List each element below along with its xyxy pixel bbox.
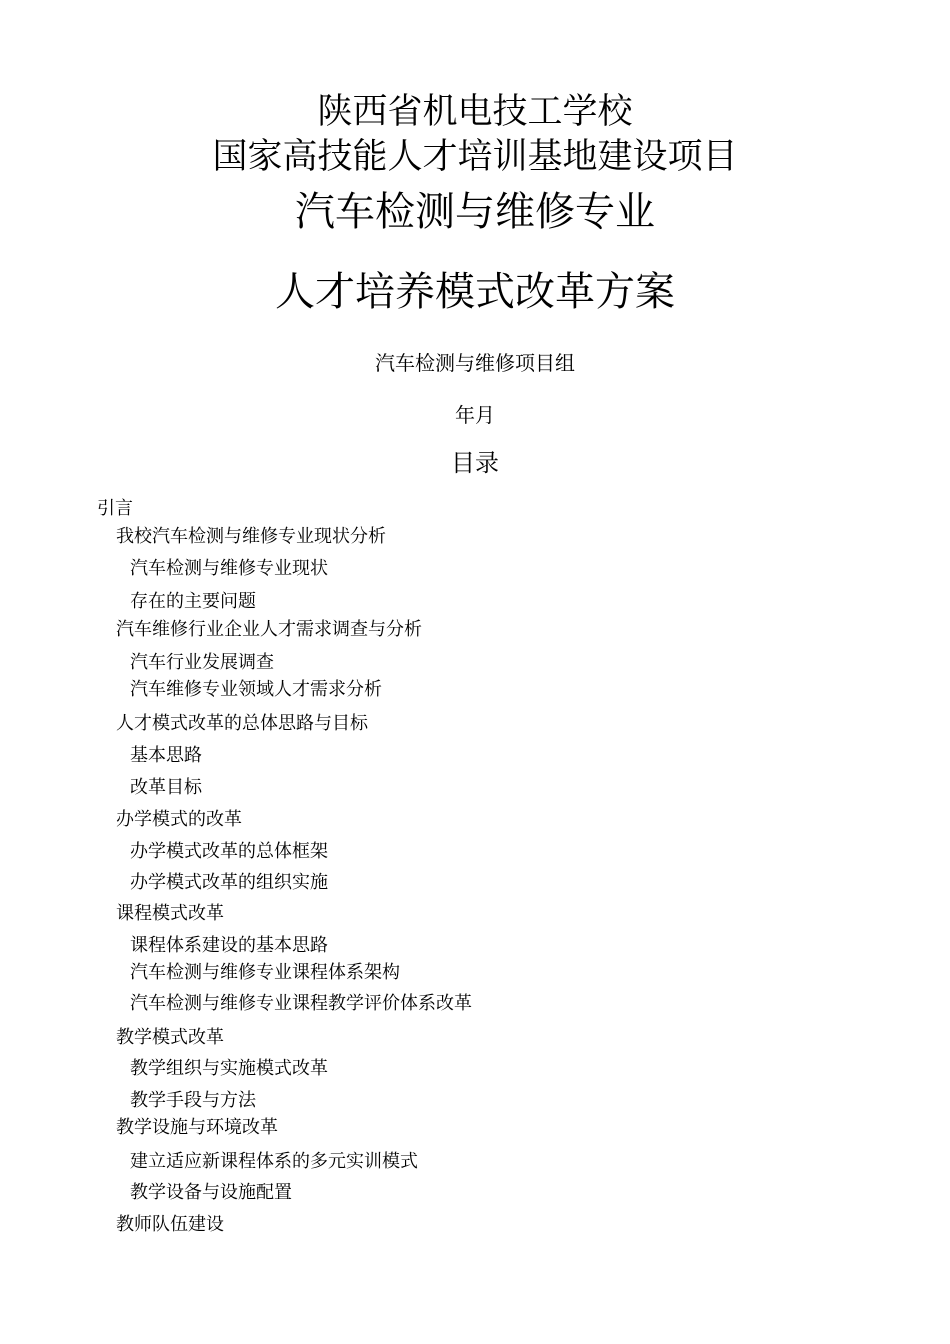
major-name: 汽车检测与维修专业	[295, 189, 655, 235]
school-name: 陕西省机电技工学校	[317, 92, 633, 132]
toc-item: 汽车维修专业领域人才需求分析	[130, 679, 382, 700]
toc-item: 办学模式改革的总体框架	[130, 841, 328, 862]
toc-item: 办学模式改革的组织实施	[130, 872, 328, 893]
toc-title: 目录	[451, 449, 499, 477]
toc-item: 办学模式的改革	[116, 809, 242, 830]
toc-item: 汽车维修行业企业人才需求调查与分析	[116, 619, 422, 640]
toc-item: 教学模式改革	[116, 1027, 224, 1048]
toc-item: 汽车检测与维修专业课程体系架构	[130, 962, 400, 983]
toc-item: 基本思路	[130, 745, 202, 766]
toc-item: 汽车行业发展调查	[130, 652, 274, 673]
toc-item: 课程模式改革	[116, 903, 224, 924]
toc-item: 汽车检测与维修专业课程教学评价体系改革	[130, 993, 472, 1014]
toc-item: 我校汽车检测与维修专业现状分析	[116, 526, 386, 547]
toc-item: 教学设备与设施配置	[130, 1182, 292, 1203]
toc-item: 改革目标	[130, 777, 202, 798]
toc-item: 教学手段与方法	[130, 1090, 256, 1111]
document-title: 人才培养模式改革方案	[275, 269, 675, 315]
project-name: 国家高技能人才培训基地建设项目	[212, 137, 738, 177]
project-group: 汽车检测与维修项目组	[375, 351, 575, 375]
toc-item: 人才模式改革的总体思路与目标	[116, 713, 368, 734]
toc-item: 教师队伍建设	[116, 1214, 224, 1235]
toc-item: 教学组织与实施模式改革	[130, 1058, 328, 1079]
toc-item: 汽车检测与维修专业现状	[130, 558, 328, 579]
toc-item: 引言	[97, 498, 133, 519]
document-date: 年月	[455, 403, 495, 427]
toc-item: 课程体系建设的基本思路	[130, 935, 328, 956]
toc-item: 存在的主要问题	[130, 591, 256, 612]
toc-item: 教学设施与环境改革	[116, 1117, 278, 1138]
toc-item: 建立适应新课程体系的多元实训模式	[130, 1151, 418, 1172]
